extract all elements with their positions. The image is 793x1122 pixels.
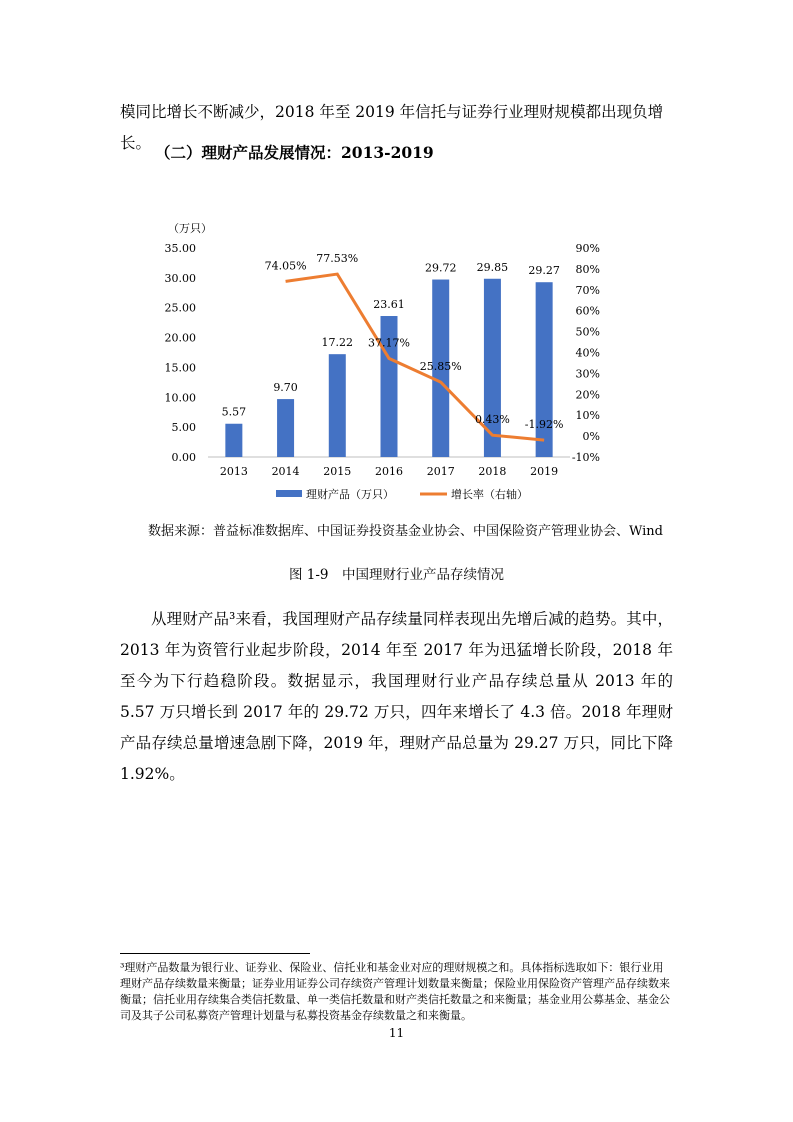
bar-2015 — [329, 354, 346, 457]
right-tick-label: 0% — [582, 430, 600, 444]
left-tick-label: 10.00 — [164, 391, 196, 405]
bar-value-label: 29.72 — [424, 261, 457, 275]
right-axis-ticks — [572, 242, 600, 464]
right-tick-label: -10% — [571, 451, 600, 464]
left-tick-label: 35.00 — [164, 242, 196, 255]
bar-value-label: 17.22 — [321, 336, 354, 350]
x-tick-label: 2015 — [323, 465, 352, 478]
left-tick-label: 20.00 — [164, 331, 196, 345]
x-tick-label: 2018 — [478, 465, 507, 478]
line-value-label: -1.92% — [524, 418, 564, 432]
footnote: ³理财产品数量为银行业、证券业、保险业、信托业和基金业对应的理财规模之和。具体指标选取如下：银行业用理财产品存续数量来衡量；证券业用证券公司存续资产管理计划数量来衡量；保险业用保险资产管理产品存续数来衡量；信托业用存续集合类信托数量、单一类信托数量和财产类信托数量之和来衡量；基金业用公募基金、基金公司及其子公司私募资产管理计划量与私募投资基金存续数量之和来衡量。 — [120, 961, 670, 1022]
section-heading: （二）理财产品发展情况：2013-2019 — [155, 143, 434, 162]
paragraph-body: 从理财产品³来看，我国理财产品存续量同样表现出先增后减的趋势。其中，2013 年为资管行业起步阶段，2014 年至 2017 年为迅猛增长阶段，2018 年至今为下行趋稳阶段。数据显示，我国理财行业产品存续总量从 2013 年的 5.57 万只增长到 2017 年的 29.72 万只，四年来增长了 4.3 倍。2018 年理财产品存续总量增速急剧下降，2019 年，理财产品总量为 29.27 万只，同比下降 1.92%。 — [120, 610, 673, 783]
line-value-label: 74.05% — [264, 259, 307, 273]
bar-value-label: 23.61 — [373, 298, 405, 312]
line-value-label: 0.43% — [474, 413, 510, 427]
x-axis-ticks — [220, 465, 558, 478]
product-chart — [150, 215, 630, 515]
source-note: 数据来源：普益标准数据库、中国证券投资基金业协会、中国保险资产管理业协会、Wind — [148, 524, 663, 539]
left-tick-label: 15.00 — [164, 361, 196, 375]
paragraph-top: 模同比增长不断减少，2018 年至 2019 年信托与证券行业理财规模都出现负增长。 — [120, 103, 664, 152]
line-value-label: 37.17% — [368, 336, 410, 350]
right-tick-label: 20% — [575, 388, 600, 402]
left-tick-label: 30.00 — [164, 271, 196, 285]
left-tick-label: 0.00 — [171, 451, 196, 464]
line-value-label: 25.85% — [419, 360, 462, 374]
bar-value-label: 29.27 — [528, 264, 560, 278]
bar-2013 — [225, 424, 242, 457]
left-tick-label: 5.00 — [171, 421, 196, 435]
line-value-label: 77.53% — [316, 252, 359, 266]
left-axis-ticks — [165, 242, 197, 464]
right-tick-label: 90% — [575, 242, 600, 255]
legend-bar-label: 理财产品（万只） — [306, 488, 394, 501]
right-tick-label: 80% — [575, 262, 600, 276]
left-tick-label: 25.00 — [164, 301, 196, 315]
x-tick-label: 2017 — [426, 465, 455, 478]
bar-value-label: 9.70 — [273, 381, 298, 395]
right-tick-label: 30% — [575, 367, 600, 381]
right-tick-label: 70% — [575, 283, 600, 297]
x-tick-label: 2016 — [375, 465, 403, 478]
right-tick-label: 40% — [575, 346, 600, 360]
right-tick-label: 50% — [575, 325, 600, 339]
y-axis-unit-label: （万只） — [168, 222, 212, 235]
right-tick-label: 10% — [575, 409, 600, 423]
x-tick-label: 2014 — [271, 465, 300, 478]
right-tick-label: 60% — [575, 304, 600, 318]
bar-2014 — [277, 399, 294, 457]
x-tick-label: 2019 — [530, 465, 559, 478]
legend-bar-swatch — [276, 490, 302, 497]
bar-value-label: 29.85 — [476, 260, 509, 274]
page-number: 11 — [388, 1026, 405, 1040]
x-tick-label: 2013 — [219, 465, 248, 478]
figure-caption: 图 1-9 中国理财行业产品存续情况 — [288, 567, 505, 583]
legend-line-label: 增长率（右轴） — [451, 488, 528, 501]
footnote-rule — [120, 953, 310, 954]
bar-value-label: 5.57 — [221, 405, 247, 419]
